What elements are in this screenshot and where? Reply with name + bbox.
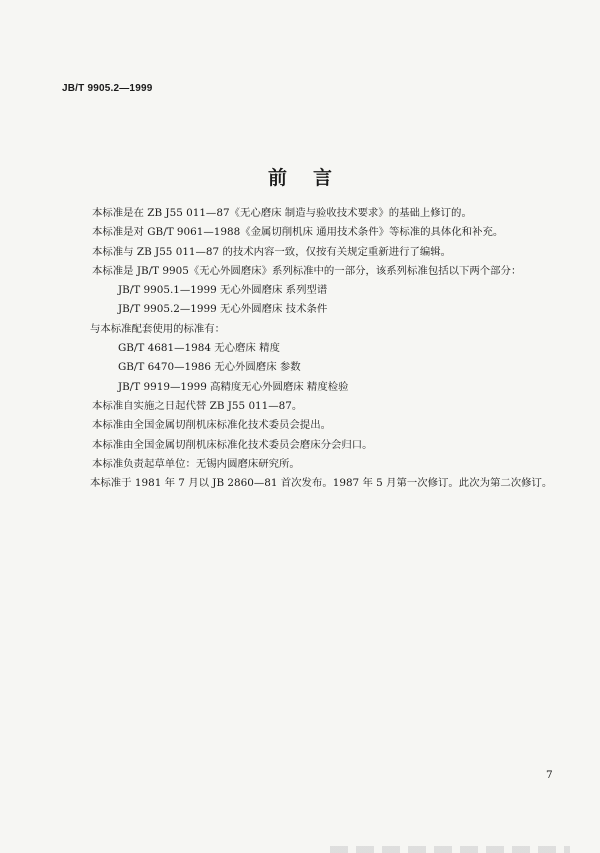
- paragraph-line: 本标准是对 GB/T 9061—1988《金属切削机床 通用技术条件》等标准的具体化和补充。: [92, 226, 504, 239]
- paragraph-line: 本标准是 JB/T 9905《无心外圆磨床》系列标准中的一部分，该系列标准包括以下两个部分：: [92, 264, 522, 277]
- paragraph-line: 本标准于 1981 年 7 月以 JB 2860—81 首次发布。1987 年 5 月第一次修订。此次为第二次修订。: [90, 477, 553, 490]
- standard-code-header: JB/T 9905.2—1999: [62, 83, 153, 94]
- series-list-item: JB/T 9905.1—1999 无心外圆磨床 系列型谱: [118, 284, 328, 297]
- series-list-item: JB/T 9905.2—1999 无心外圆磨床 技术条件: [118, 303, 328, 316]
- related-standard-item: GB/T 6470—1986 无心外圆磨床 参数: [118, 361, 301, 374]
- scan-artifact: [330, 846, 570, 853]
- page-number: 7: [546, 769, 553, 781]
- paragraph-line: 本标准与 ZB J55 011—87 的技术内容一致，仅按有关规定重新进行了编辑。: [92, 245, 452, 258]
- paragraph-line: 本标准是在 ZB J55 011—87《无心磨床 制造与验收技术要求》的基础上修订的。: [92, 207, 472, 219]
- page-title: 前言: [267, 167, 358, 189]
- paragraph-line: 本标准自实施之日起代替 ZB J55 011—87。: [92, 399, 303, 412]
- paragraph-line: 本标准负责起草单位：无锡内圆磨床研究所。: [92, 457, 300, 470]
- related-standard-item: JB/T 9919—1999 高精度无心外圆磨床 精度检验: [118, 380, 349, 393]
- related-standard-item: GB/T 4681—1984 无心磨床 精度: [118, 342, 280, 355]
- paragraph-line: 本标准由全国金属切削机床标准化技术委员会提出。: [92, 419, 331, 432]
- paragraph-line: 本标准由全国金属切削机床标准化技术委员会磨床分会归口。: [92, 438, 373, 451]
- paragraph-line: 与本标准配套使用的标准有：: [90, 322, 226, 335]
- foreword-body: [92, 204, 582, 493]
